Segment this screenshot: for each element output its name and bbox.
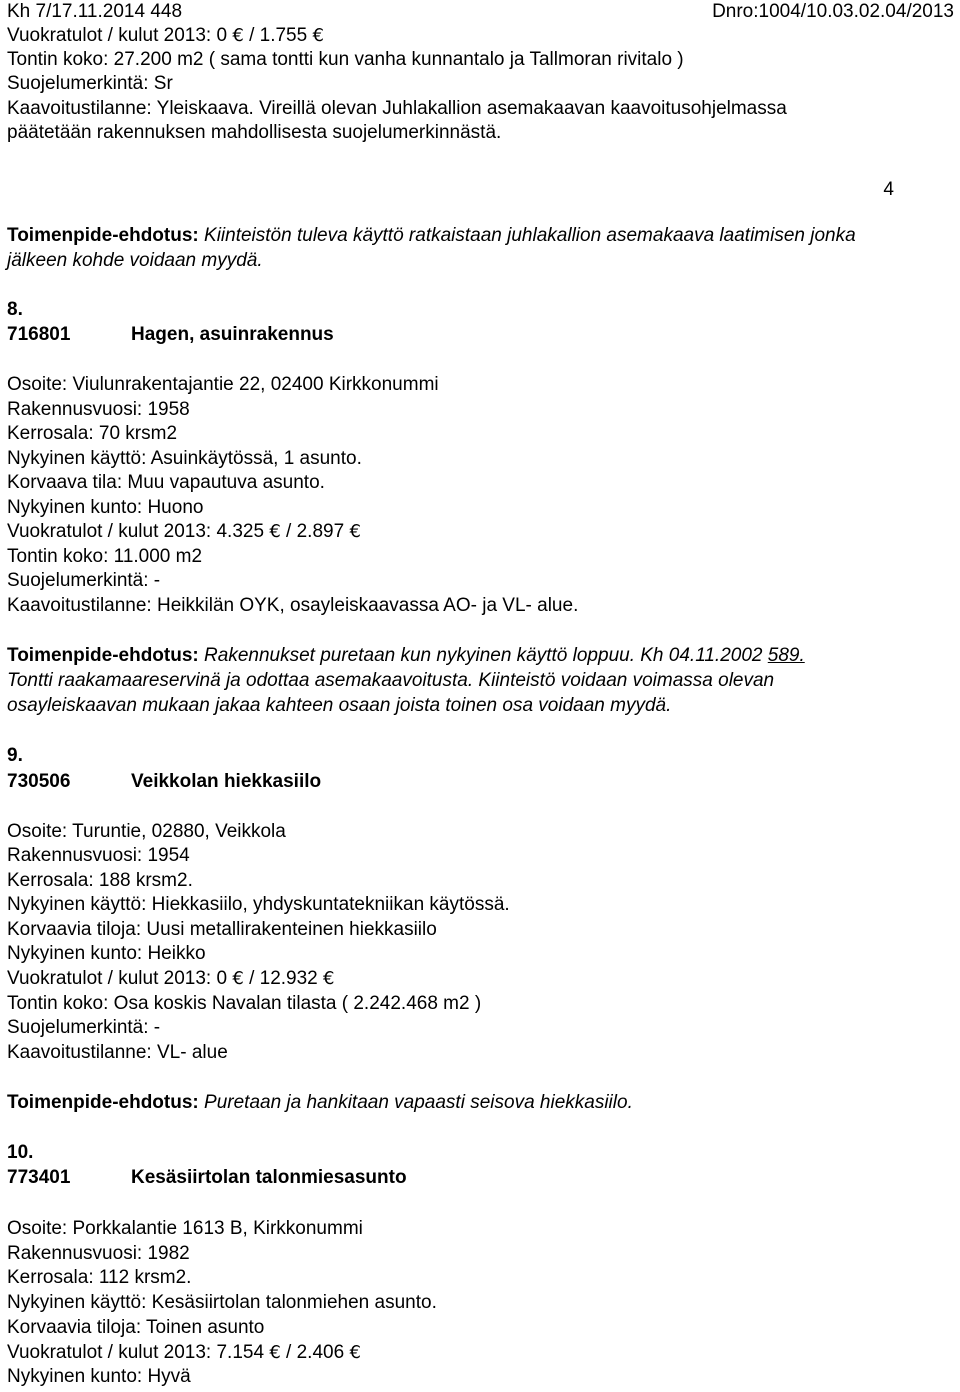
toimenpide-text: Rakennukset puretaan kun nykyinen käyttö loppuu. Kh 04.11.2002 [198, 645, 763, 666]
item-kaavoitus: Kaavoitustilanne: VL- alue [7, 1042, 228, 1063]
euro-icon: € [269, 521, 281, 542]
euro-icon: € [349, 521, 361, 542]
item-kerrosala: Kerrosala: 188 krsm2. [7, 870, 193, 891]
item-rakennusvuosi: Rakennusvuosi: 1982 [7, 1243, 190, 1264]
item-toimenpide-3: osayleiskaavan mukaan jakaa kahteen osaan joista toinen osa voidaan myydä. [7, 695, 672, 716]
item-vuokratulot-b: / 2.406 [280, 1342, 345, 1363]
item-code: 716801 [7, 324, 71, 345]
item-osoite: Osoite: Viulunrakentajantie 22, 02400 Kirkkonummi [7, 374, 439, 395]
euro-icon: € [312, 25, 324, 46]
intro-vuokratulot [7, 24, 324, 48]
item-title [7, 323, 334, 347]
item-toimenpide-2: Tontti raakamaareservinä ja odottaa asemakaavoitusta. Kiinteistö voidaan voimassa olevan [7, 670, 775, 691]
toimenpide-text: Kiinteistön tuleva käyttö ratkaistaan juhlakallion asemakaava laatimisen jonka [198, 225, 856, 246]
euro-icon: € [232, 25, 244, 46]
toimenpide-label: Toimenpide-ehdotus: [7, 645, 199, 666]
intro-vuokratulot-a: Vuokratulot / kulut 2013: 0 [7, 25, 228, 46]
toimenpide-label: Toimenpide-ehdotus: [7, 225, 199, 246]
toimenpide-label: Toimenpide-ehdotus: [7, 1092, 199, 1113]
intro-toimenpide-2: jälkeen kohde voidaan myydä. [7, 250, 263, 271]
item-kunto: Nykyinen kunto: Hyvä [7, 1366, 191, 1387]
intro-tontin-koko: Tontin koko: 27.200 m2 ( sama tontti kun vanha kunnantalo ja Tallmoran rivitalo ) [7, 49, 684, 70]
intro-suojelu: Suojelumerkintä: Sr [7, 73, 173, 94]
item-suojelu: Suojelumerkintä: - [7, 570, 161, 591]
item-title [7, 770, 321, 794]
item-rakennusvuosi: Rakennusvuosi: 1954 [7, 845, 190, 866]
item-vuokratulot [7, 520, 361, 544]
item-korvaava: Korvaavia tiloja: Toinen asunto [7, 1317, 265, 1338]
intro-kaavoitus-2: päätetään rakennuksen mahdollisesta suojelumerkinnästä. [7, 122, 502, 143]
item-kerrosala: Kerrosala: 70 krsm2 [7, 423, 178, 444]
euro-icon: € [323, 968, 335, 989]
item-osoite: Osoite: Porkkalantie 1613 B, Kirkkonummi [7, 1218, 363, 1239]
item-kaytto: Nykyinen käyttö: Asuinkäytössä, 1 asunto. [7, 448, 362, 469]
item-title [7, 1166, 407, 1190]
item-vuokratulot [7, 967, 334, 991]
euro-icon: € [232, 968, 244, 989]
item-code: 773401 [7, 1167, 71, 1188]
item-kerrosala: Kerrosala: 112 krsm2. [7, 1267, 192, 1288]
euro-icon: € [349, 1342, 361, 1363]
item-kaytto: Nykyinen käyttö: Kesäsiirtolan talonmiehen asunto. [7, 1292, 437, 1313]
item-name: Kesäsiirtolan talonmiesasunto [131, 1167, 407, 1188]
toimenpide-text: Puretaan ja hankitaan vapaasti seisova hiekkasiilo. [198, 1092, 633, 1113]
item-korvaava: Korvaava tila: Muu vapautuva asunto. [7, 472, 325, 493]
item-number: 8. [7, 299, 23, 320]
item-kunto: Nykyinen kunto: Heikko [7, 943, 206, 964]
item-vuokratulot-a: Vuokratulot / kulut 2013: 4.325 [7, 521, 265, 542]
item-toimenpide-1 [7, 1091, 633, 1115]
decision-link[interactable]: 589. [767, 645, 805, 666]
intro-vuokratulot-b: / 1.755 [243, 25, 308, 46]
item-vuokratulot-b: / 12.932 [243, 968, 318, 989]
item-kunto: Nykyinen kunto: Huono [7, 497, 204, 518]
header-right: Dnro:1004/10.03.02.04/2013 [712, 1, 954, 22]
item-korvaava: Korvaavia tiloja: Uusi metallirakenteinen hiekkasiilo [7, 919, 437, 940]
item-vuokratulot-a: Vuokratulot / kulut 2013: 0 [7, 968, 228, 989]
item-tontin-koko: Tontin koko: 11.000 m2 [7, 546, 203, 567]
item-number: 9. [7, 745, 23, 766]
page-number: 4 [883, 179, 894, 200]
item-toimenpide-1 [7, 644, 805, 668]
item-rakennusvuosi: Rakennusvuosi: 1958 [7, 399, 190, 420]
item-tontin-koko: Tontin koko: Osa koskis Navalan tilasta ( 2.242.468 m2 ) [7, 993, 482, 1014]
item-kaavoitus: Kaavoitustilanne: Heikkilän OYK, osayleiskaavassa AO- ja VL- alue. [7, 595, 579, 616]
item-code: 730506 [7, 771, 71, 792]
item-vuokratulot-b: / 2.897 [280, 521, 345, 542]
item-name: Hagen, asuinrakennus [131, 324, 334, 345]
item-vuokratulot-a: Vuokratulot / kulut 2013: 7.154 [7, 1342, 265, 1363]
header-left: Kh 7/17.11.2014 448 [7, 1, 183, 22]
euro-icon: € [269, 1342, 281, 1363]
item-name: Veikkolan hiekkasiilo [131, 771, 322, 792]
item-osoite: Osoite: Turuntie, 02880, Veikkola [7, 821, 286, 842]
item-number: 10. [7, 1142, 34, 1163]
item-suojelu: Suojelumerkintä: - [7, 1017, 161, 1038]
intro-toimenpide-1 [7, 224, 856, 248]
item-vuokratulot [7, 1341, 361, 1365]
item-kaytto: Nykyinen käyttö: Hiekkasiilo, yhdyskuntatekniikan käytössä. [7, 894, 510, 915]
intro-kaavoitus-1: Kaavoitustilanne: Yleiskaava. Vireillä olevan Juhlakallion asemakaavan kaavoitusohjelmassa [7, 98, 787, 119]
